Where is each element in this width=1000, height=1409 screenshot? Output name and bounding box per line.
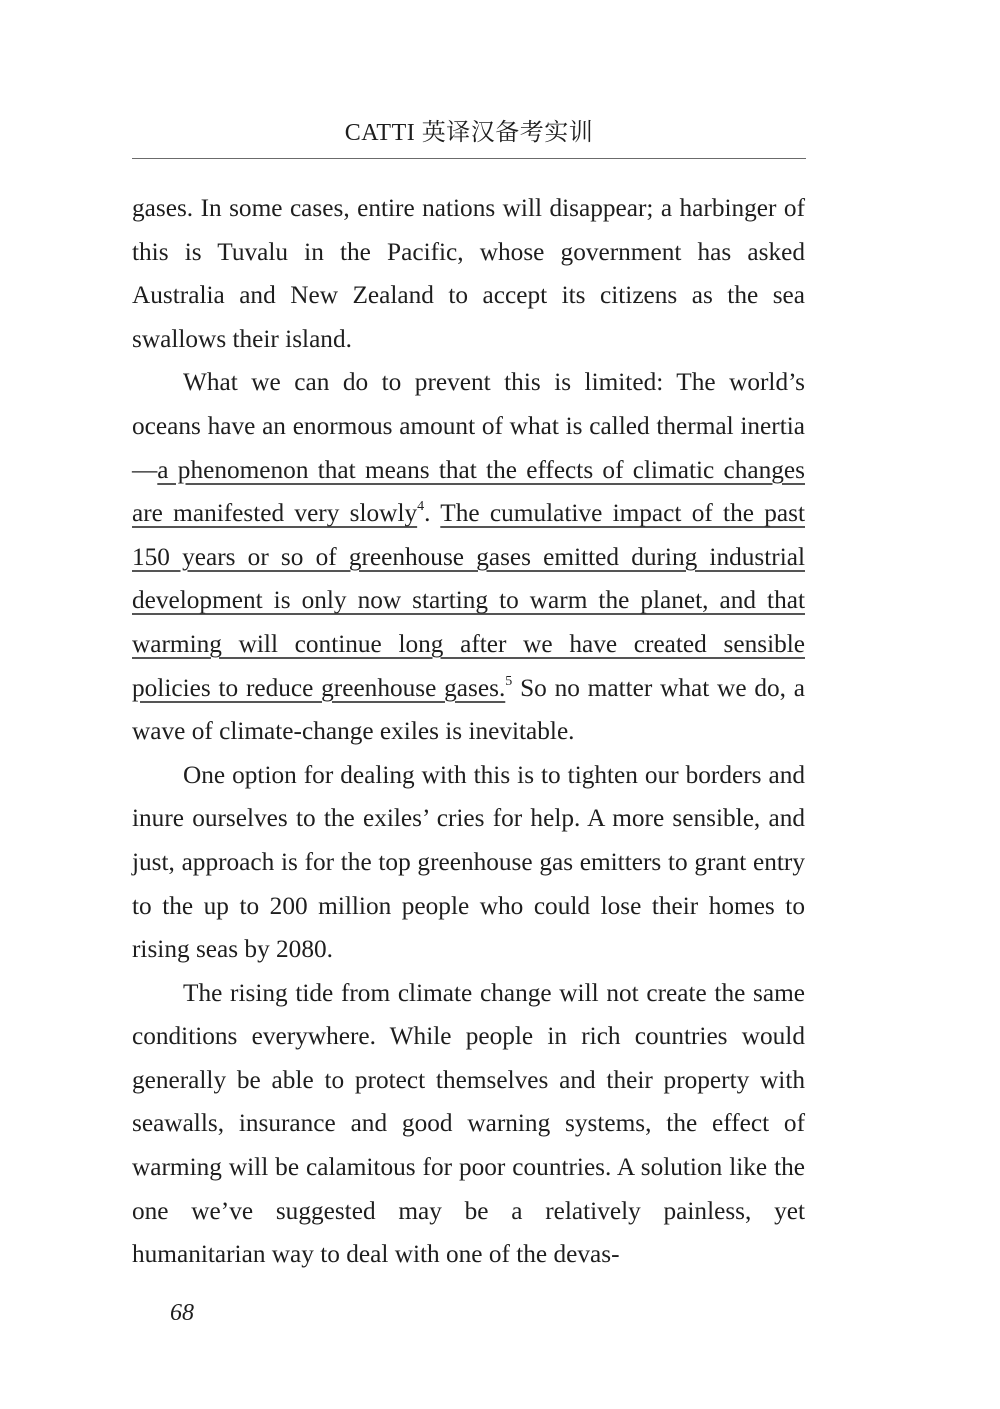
text-segment: The rising tide from climate change will not create the same conditions everywhere. While people in rich countries would generally be able to protect themselves and their property with seawalls, insurance and good warning systems, the effect of warming will be calamitous for poor countries. A solution like the one we’ve suggested may be a relatively painless, yet humanitarian way to deal with one of the devas-	[132, 978, 805, 1269]
body-text	[132, 187, 805, 1277]
text-segment: One option for dealing with this is to tighten our borders and inure ourselves to the exiles’ cries for help. A more sensible, and just, approach is for the top greenhouse gas emitters to grant entry to the up to 200 million people who could lose their homes to rising seas by 2080.	[132, 760, 805, 964]
running-head: CATTI 英译汉备考实训	[344, 120, 594, 146]
text-segment: So no matter what we do, a wave of climate-change exiles is inevitable.	[132, 673, 805, 746]
header-rule	[132, 158, 806, 159]
footnote-marker: 5	[505, 673, 513, 689]
text-segment: What we can do to prevent this is limited: The world’s oceans have an enormous amount of what is called thermal inertia—	[132, 368, 805, 484]
text-segment: .	[424, 499, 441, 528]
paragraph-4	[132, 972, 805, 1277]
page-number: 68	[170, 1300, 194, 1326]
paragraph-1	[132, 187, 805, 361]
text-segment: gases. In some cases, entire nations will disappear; a harbinger of this is Tuvalu in the Pacific, whose government has asked Australia and New Zealand to accept its citizens as the sea swallows their island.	[132, 194, 805, 353]
underlined-phrase: a phenomenon that means that the effects of climatic changes are manifested very slowly	[132, 455, 805, 528]
paragraph-2	[132, 361, 805, 753]
footnote-marker: 4	[417, 499, 425, 515]
paragraph-3	[132, 754, 805, 972]
underlined-sentence: The cumulative impact of the past 150 years or so of greenhouse gases emitted during industrial development is only now starting to warm the planet, and that warming will continue long after we have created sensible policies to reduce greenhouse gases.	[132, 499, 805, 702]
